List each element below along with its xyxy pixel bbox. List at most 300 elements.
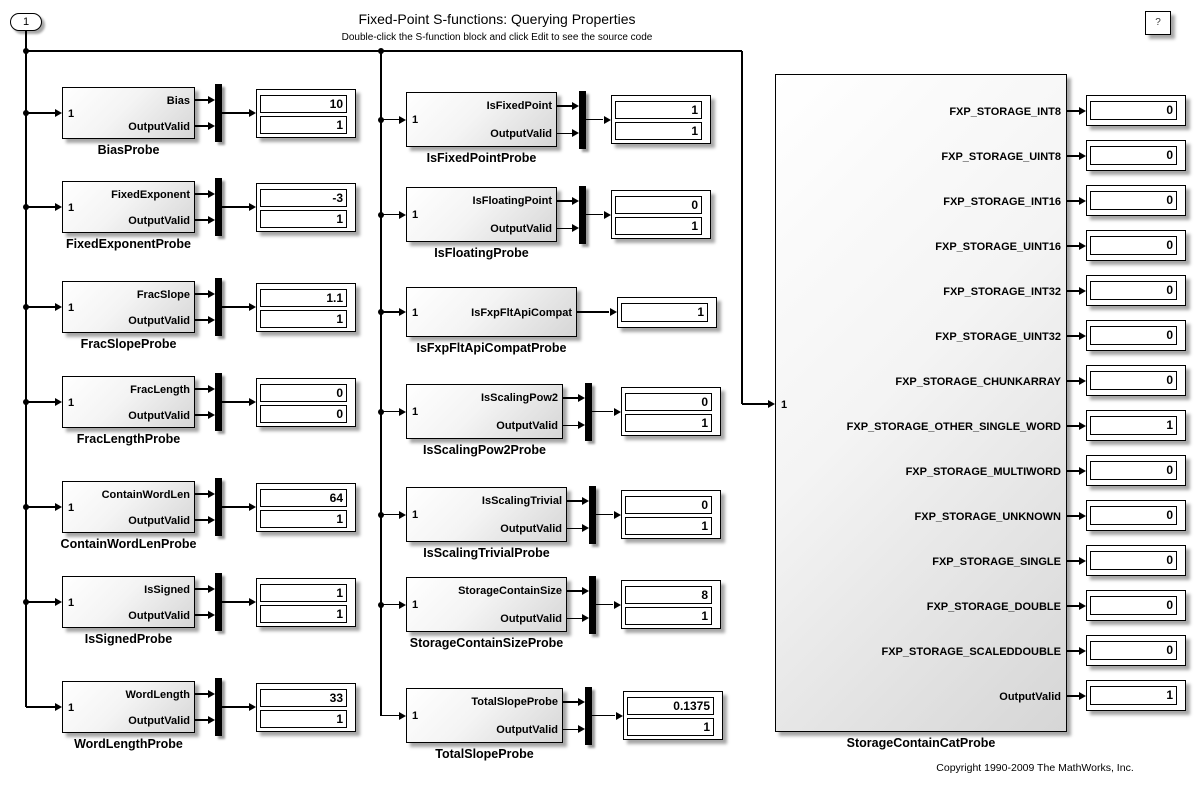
arrowhead-icon (1079, 422, 1086, 430)
wire (381, 715, 399, 717)
mux[interactable] (585, 383, 592, 441)
output-port-label: IsScalingTrivial (481, 495, 562, 508)
arrowhead-icon (578, 725, 585, 733)
display-value: 1 (615, 217, 702, 235)
display-value: 0 (1090, 281, 1177, 300)
output-port-label: OutputValid (999, 690, 1061, 703)
mux[interactable] (585, 687, 592, 745)
display-value: 0 (1090, 461, 1177, 480)
copyright-text: Copyright 1990-2009 The MathWorks, Inc. (936, 762, 1134, 774)
display-block[interactable] (256, 89, 356, 138)
arrowhead-icon (1079, 107, 1086, 115)
arrowhead-icon (1079, 152, 1086, 160)
arrowhead-icon (1079, 242, 1086, 250)
arrowhead-icon (208, 585, 215, 593)
wire (26, 206, 55, 208)
wire (26, 401, 55, 403)
output-port-label: StorageContainSize (458, 585, 562, 598)
arrowhead-icon (399, 511, 406, 519)
output-port-label: FXP_STORAGE_MULTIWORD (905, 465, 1061, 478)
arrowhead-icon (1079, 377, 1086, 385)
display-value: 0 (1090, 146, 1177, 165)
output-port-label: OutputValid (496, 419, 558, 432)
wire (1067, 155, 1079, 157)
wire (381, 311, 399, 313)
display-value: 0 (1090, 326, 1177, 345)
output-port-label: FXP_STORAGE_UNKNOWN (914, 510, 1061, 523)
output-port-label: FracLength (130, 383, 190, 396)
block-left-1[interactable] (62, 181, 195, 233)
display-value: 0 (1090, 596, 1177, 615)
arrowhead-icon (768, 400, 775, 408)
inport-block-1[interactable]: 1 (10, 13, 42, 31)
wire (741, 51, 743, 404)
input-port-label: 1 (68, 596, 75, 609)
display-value: 1 (260, 584, 347, 602)
wire (567, 590, 582, 592)
display-value: 1.1 (260, 289, 347, 307)
arrowhead-icon (208, 216, 215, 224)
display-block[interactable] (1086, 230, 1186, 261)
display-block[interactable] (256, 283, 356, 332)
wire (596, 514, 613, 516)
display-block[interactable] (1086, 545, 1186, 576)
arrowhead-icon (1079, 647, 1086, 655)
wire (1067, 650, 1079, 652)
block-middle-2[interactable] (406, 287, 577, 337)
wire (1067, 470, 1079, 472)
output-port-label: OutputValid (500, 612, 562, 625)
arrowhead-icon (572, 224, 579, 232)
output-port-label: OutputValid (128, 214, 190, 227)
wire (567, 528, 582, 530)
wire (563, 397, 578, 399)
arrowhead-icon (604, 116, 611, 124)
input-port-label: 1 (781, 398, 788, 411)
display-value: 0 (1090, 551, 1177, 570)
arrowhead-icon (614, 601, 621, 609)
display-value: 1 (260, 310, 347, 328)
display-block[interactable] (623, 691, 723, 740)
arrowhead-icon (1079, 512, 1086, 520)
arrowhead-icon (208, 716, 215, 724)
input-port-label: 1 (412, 710, 419, 722)
display-value: 64 (260, 489, 347, 507)
output-port-label: IsFloatingPoint (472, 195, 552, 208)
display-value: 10 (260, 95, 347, 113)
output-port-label: FXP_STORAGE_CHUNKARRAY (895, 375, 1061, 388)
output-port-label: OutputValid (128, 714, 190, 727)
display-value: 1 (260, 116, 347, 134)
display-block[interactable] (621, 387, 721, 436)
display-value: 0.1375 (627, 697, 714, 715)
wire (195, 493, 208, 495)
output-port-label: FXP_STORAGE_SINGLE (932, 555, 1061, 568)
display-block[interactable] (256, 578, 356, 627)
block-name: BiasProbe (97, 143, 160, 157)
wire (1067, 695, 1079, 697)
wire (742, 403, 768, 405)
input-port-label: 1 (412, 306, 419, 319)
wire (222, 506, 249, 508)
display-value: 0 (1090, 506, 1177, 525)
arrowhead-icon (55, 503, 62, 511)
input-port-label: 1 (412, 209, 419, 221)
arrowhead-icon (399, 116, 406, 124)
arrowhead-icon (208, 611, 215, 619)
block-left-3[interactable] (62, 376, 195, 428)
wire (381, 514, 399, 516)
display-block[interactable] (256, 183, 356, 232)
output-port-label: FXP_STORAGE_UINT16 (935, 240, 1061, 253)
wire (222, 706, 249, 708)
mux[interactable] (215, 278, 222, 336)
arrowhead-icon (249, 398, 256, 406)
arrowhead-icon (399, 308, 406, 316)
arrowhead-icon (208, 411, 215, 419)
wire (195, 125, 208, 127)
display-value: 1 (615, 101, 702, 119)
output-port-label: OutputValid (128, 409, 190, 422)
block-name: FracLengthProbe (76, 432, 181, 446)
display-value: 8 (625, 586, 712, 604)
wire (26, 50, 742, 52)
wire (1067, 425, 1079, 427)
display-value: 0 (1090, 236, 1177, 255)
arrowhead-icon (1079, 197, 1086, 205)
output-port-label: OutputValid (490, 127, 552, 140)
mux[interactable] (579, 186, 586, 244)
wire (195, 719, 208, 721)
arrowhead-icon (399, 712, 406, 720)
wire (381, 411, 399, 413)
display-block[interactable] (1086, 365, 1186, 396)
block-left-5[interactable] (62, 576, 195, 628)
input-port-label: 1 (68, 107, 75, 120)
wire (567, 500, 582, 502)
wire (195, 519, 208, 521)
wire (26, 601, 55, 603)
wire (1067, 560, 1079, 562)
display-value: 0 (260, 384, 347, 402)
input-port-label: 1 (68, 501, 75, 514)
display-block[interactable] (1086, 680, 1186, 711)
input-port-label: 1 (68, 201, 75, 214)
wire (567, 618, 582, 620)
block-StorageContainCatProbe[interactable] (775, 74, 1067, 732)
arrowhead-icon (208, 490, 215, 498)
wire (195, 193, 208, 195)
display-value: 1 (625, 607, 712, 625)
wire (592, 715, 615, 717)
wire (195, 219, 208, 221)
output-port-label: ContainWordLen (101, 488, 190, 501)
display-block[interactable] (1086, 95, 1186, 126)
block-name: FracSlopeProbe (80, 337, 177, 351)
wire (26, 112, 55, 114)
mux[interactable] (215, 84, 222, 142)
display-value: 1 (1090, 686, 1177, 705)
display-block[interactable] (1086, 455, 1186, 486)
arrowhead-icon (208, 690, 215, 698)
arrowhead-icon (208, 316, 215, 324)
wire (222, 601, 249, 603)
display-block[interactable] (1086, 590, 1186, 621)
arrowhead-icon (208, 122, 215, 130)
block-name: ContainWordLenProbe (60, 537, 197, 551)
block-middle-3[interactable] (406, 384, 563, 439)
output-port-label: OutputValid (128, 609, 190, 622)
display-value: 1 (260, 510, 347, 528)
wire (222, 206, 249, 208)
display-value: 0 (1090, 641, 1177, 660)
wire (1067, 335, 1079, 337)
display-value: 0 (625, 496, 712, 514)
arrowhead-icon (614, 408, 621, 416)
wire (195, 693, 208, 695)
block-name: IsScalingTrivialProbe (423, 546, 550, 560)
arrowhead-icon (249, 703, 256, 711)
arrowhead-icon (1079, 467, 1086, 475)
wire (1067, 515, 1079, 517)
display-value: 33 (260, 689, 347, 707)
block-name: IsFxpFltApiCompatProbe (416, 341, 567, 355)
arrowhead-icon (572, 102, 579, 110)
wire (26, 506, 55, 508)
wire (195, 99, 208, 101)
arrowhead-icon (578, 394, 585, 402)
output-port-label: OutputValid (128, 514, 190, 527)
wire (596, 604, 613, 606)
mux[interactable] (215, 573, 222, 631)
display-value: 0 (1090, 191, 1177, 210)
input-port-label: 1 (412, 599, 419, 611)
display-block[interactable] (611, 95, 711, 144)
wire (1067, 290, 1079, 292)
block-name: StorageContainCatProbe (846, 736, 996, 750)
block-name: TotalSlopeProbe (435, 747, 534, 761)
arrowhead-icon (208, 290, 215, 298)
output-port-label: IsSigned (144, 583, 190, 596)
output-port-label: OutputValid (490, 222, 552, 235)
wire (557, 200, 572, 202)
display-block[interactable] (1086, 410, 1186, 441)
display-block[interactable] (1086, 500, 1186, 531)
block-middle-0[interactable] (406, 92, 557, 147)
output-port-label: TotalSlopeProbe (471, 696, 558, 709)
arrowhead-icon (249, 303, 256, 311)
output-port-label: WordLength (125, 688, 190, 701)
arrowhead-icon (604, 211, 611, 219)
wire (1067, 605, 1079, 607)
diagram-title: Fixed-Point S-functions: Querying Properties (358, 11, 636, 27)
arrowhead-icon (572, 129, 579, 137)
output-port-label: IsFixedPoint (486, 100, 552, 113)
wire (195, 293, 208, 295)
arrowhead-icon (582, 497, 589, 505)
display-value: 0 (615, 196, 702, 214)
display-block[interactable] (256, 483, 356, 532)
display-block[interactable] (621, 490, 721, 539)
display-value: 1 (615, 122, 702, 140)
arrowhead-icon (208, 190, 215, 198)
wire (222, 306, 249, 308)
arrowhead-icon (208, 385, 215, 393)
arrowhead-icon (1079, 287, 1086, 295)
block-name: FixedExponentProbe (65, 237, 192, 251)
display-block[interactable] (621, 580, 721, 629)
wire (26, 706, 55, 708)
wire (222, 112, 249, 114)
wire (381, 119, 399, 121)
block-name: IsFixedPointProbe (426, 151, 537, 165)
block-name: IsFloatingProbe (434, 246, 529, 260)
mux[interactable] (589, 486, 596, 544)
arrowhead-icon (572, 197, 579, 205)
display-value: 1 (1090, 416, 1177, 435)
display-block[interactable] (617, 297, 717, 328)
wire (592, 411, 613, 413)
arrowhead-icon (399, 601, 406, 609)
arrowhead-icon (399, 408, 406, 416)
output-port-label: OutputValid (128, 314, 190, 327)
wire (195, 588, 208, 590)
output-port-label: FXP_STORAGE_UINT8 (941, 150, 1061, 163)
input-port-label: 1 (412, 509, 419, 521)
output-port-label: FXP_STORAGE_INT32 (943, 285, 1061, 298)
wire (586, 119, 603, 121)
block-name: IsScalingPow2Probe (423, 443, 546, 457)
input-port-label: 1 (68, 301, 75, 314)
block-middle-5[interactable] (406, 577, 567, 632)
wire (195, 388, 208, 390)
display-block[interactable] (256, 378, 356, 427)
mux[interactable] (215, 478, 222, 536)
wire (195, 414, 208, 416)
block-left-6[interactable] (62, 681, 195, 733)
arrowhead-icon (208, 96, 215, 104)
block-middle-6[interactable] (406, 688, 563, 743)
input-port-label: 1 (68, 396, 75, 409)
block-middle-1[interactable] (406, 187, 557, 242)
wire (1067, 245, 1079, 247)
arrowhead-icon (55, 703, 62, 711)
input-port-label: 1 (412, 114, 419, 126)
output-port-label: Bias (166, 94, 190, 107)
wire (1067, 200, 1079, 202)
output-port-label: FXP_STORAGE_OTHER_SINGLE_WORD (846, 420, 1061, 433)
display-value: 1 (625, 414, 712, 432)
arrowhead-icon (55, 109, 62, 117)
arrowhead-icon (249, 203, 256, 211)
arrowhead-icon (1079, 692, 1086, 700)
output-port-label: OutputValid (500, 522, 562, 535)
display-value: 0 (625, 393, 712, 411)
arrowhead-icon (249, 503, 256, 511)
block-name: StorageContainSizeProbe (409, 636, 564, 650)
wire (1067, 380, 1079, 382)
wire (381, 604, 399, 606)
mux[interactable] (579, 91, 586, 149)
arrowhead-icon (582, 614, 589, 622)
arrowhead-icon (249, 109, 256, 117)
wire (586, 214, 603, 216)
wire (195, 319, 208, 321)
wire (577, 311, 609, 313)
display-block[interactable] (1086, 275, 1186, 306)
wire (563, 701, 578, 703)
display-value: 1 (625, 517, 712, 535)
output-port-label: FXP_STORAGE_SCALEDDOUBLE (881, 645, 1061, 658)
wire (563, 425, 578, 427)
diagram-subtitle: Double-click the S-function block and click Edit to see the source code (341, 32, 653, 43)
wire (563, 729, 578, 731)
wire (1067, 110, 1079, 112)
arrowhead-icon (578, 421, 585, 429)
output-port-label: FXP_STORAGE_INT16 (943, 195, 1061, 208)
display-value: 1 (260, 210, 347, 228)
arrowhead-icon (55, 398, 62, 406)
input-port-label: 1 (68, 701, 75, 714)
display-value: 1 (260, 605, 347, 623)
display-value: 0 (1090, 371, 1177, 390)
display-block[interactable] (611, 190, 711, 239)
wire (381, 214, 399, 216)
arrowhead-icon (55, 203, 62, 211)
arrowhead-icon (1079, 557, 1086, 565)
block-left-4[interactable] (62, 481, 195, 533)
mux[interactable] (215, 178, 222, 236)
output-port-label: FixedExponent (111, 188, 190, 201)
display-block[interactable] (256, 683, 356, 732)
mux[interactable] (215, 373, 222, 431)
output-port-label: OutputValid (128, 120, 190, 133)
input-port-label: 1 (412, 406, 419, 418)
block-middle-4[interactable] (406, 487, 567, 542)
display-value: -3 (260, 189, 347, 207)
display-block[interactable] (1086, 185, 1186, 216)
display-block[interactable] (1086, 140, 1186, 171)
display-block[interactable] (1086, 320, 1186, 351)
display-value: 1 (260, 710, 347, 728)
output-port-label: OutputValid (496, 723, 558, 736)
wire (222, 401, 249, 403)
block-left-0[interactable] (62, 87, 195, 139)
mux[interactable] (215, 678, 222, 736)
block-name: WordLengthProbe (74, 737, 183, 751)
arrowhead-icon (249, 598, 256, 606)
display-value: 0 (260, 405, 347, 423)
display-value: 0 (1090, 101, 1177, 120)
wire (557, 105, 572, 107)
arrowhead-icon (399, 211, 406, 219)
wire (26, 306, 55, 308)
display-block[interactable] (1086, 635, 1186, 666)
wire (557, 228, 572, 230)
help-block[interactable]: ? (1145, 11, 1171, 35)
arrowhead-icon (582, 524, 589, 532)
arrowhead-icon (55, 303, 62, 311)
arrowhead-icon (1079, 602, 1086, 610)
block-left-2[interactable] (62, 281, 195, 333)
mux[interactable] (589, 576, 596, 634)
output-port-label: IsFxpFltApiCompat (471, 306, 572, 319)
arrowhead-icon (208, 516, 215, 524)
output-port-label: FXP_STORAGE_INT8 (949, 105, 1061, 118)
arrowhead-icon (616, 712, 623, 720)
arrowhead-icon (610, 308, 617, 316)
display-value: 1 (621, 303, 708, 322)
